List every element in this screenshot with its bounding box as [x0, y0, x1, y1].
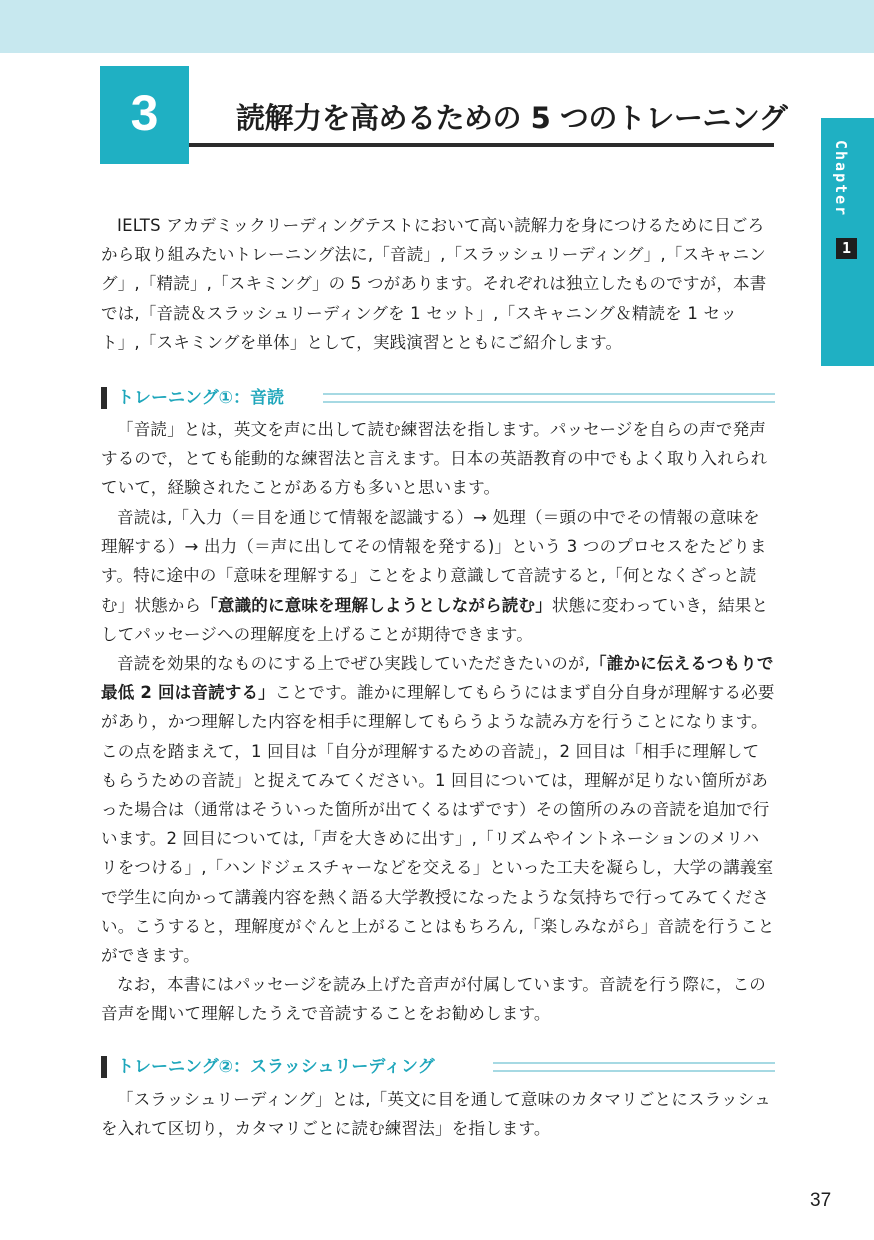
intro-paragraph: IELTS アカデミックリーディングテストにおいて高い読解力を身につけるために日ごろから取り組みたいトレーニング法に,「音読」,「スラッシュリーディング」,「スキャニング」,「精読」,「スキミング」の 5 つがあります。それぞれは独立したものですが，本書では,「音読＆スラッシュリーディングを 1 セット」,「スキャニング＆精読を 1 セット」,「スキミングを単体」として，実践演習とともにご紹介します。 — [101, 216, 767, 352]
chapter-tab-number: 1 — [836, 238, 857, 259]
p3-text-before: 音読を効果的なものにする上でぜひ実践していただきたいのが, — [117, 654, 591, 673]
section-title: 読解力を高めるための 5 つのトレーニング — [236, 101, 788, 135]
chapter-tab — [821, 118, 874, 366]
training2-paragraph-1: 「スラッシュリーディング」とは,「英文に目を通して意味のカタマリごとにスラッシュを入れて区切り，カタマリごとに読む練習法」を指します。 — [101, 1090, 771, 1139]
heading-bar — [101, 387, 107, 409]
heading-double-rule — [493, 1062, 775, 1072]
heading-double-rule — [323, 393, 775, 403]
p2-text-before: 音読は,「入力（＝目を通じて情報を認識する）→ 処理（＝頭の中でその情報の意味を理解する）→ 出力（＝声に出してその情報を発する)」という 3 つのプロセスをたどります。特に途中の「意味を理解する」ことをより意識して音読すると,「何となくざっと読む」状態から — [101, 508, 767, 615]
section-number-box: 3 — [100, 66, 189, 164]
p3-bold-text: 「誰かに伝えるつもりで最低 2 回は音読する」 — [101, 654, 774, 703]
p3-text-after: ことです。誰かに理解してもらうにはまず自分自身が理解する必要があり，かつ理解した内容を相手に理解してもらうような読み方を行うことになります。この点を踏まえて，1 回目は「自分が理解するための音読」，2 回目は「相手に理解してもらうための音読」と捉えてみてください。1 回目については，理解が足りない箇所があった場合は（通常はそういった箇所が出てくるはずです）その箇所のみの音読を追加で行います。2 回目については,「声を大きめに出す」,「リズムやイントネーションのメリハリをつける」,「ハンドジェスチャーなどを交える」といった工夫を凝らし，大学の講義室で学生に向かって講義内容を熱く語る大学教授になったような気持ちで行ってみてください。こうすると，理解度がぐんと上がることはもちろん,「楽しみながら」音読を行うことができます。 — [101, 683, 775, 966]
top-band — [0, 0, 874, 53]
training1-paragraph-3 — [101, 649, 775, 970]
training1-heading — [101, 385, 775, 411]
training2-heading-label: トレーニング②：スラッシュリーディング — [117, 1057, 435, 1077]
heading-bar — [101, 1056, 107, 1078]
title-rule — [189, 143, 774, 147]
chapter-tab-label: Chapter — [832, 140, 850, 218]
training1-paragraph-1: 「音読」とは，英文を声に出して読む練習法を指します。パッセージを自らの声で発声するので，とても能動的な練習法と言えます。日本の英語教育の中でもよく取り入れられていて，経験されたことがある方も多いと思います。 — [101, 420, 768, 498]
page-number: 37 — [810, 1190, 832, 1211]
training1-paragraph-2 — [101, 503, 775, 649]
p2-text-after: 状態に変わっていき，結果としてパッセージへの理解度を上げることが期待できます。 — [101, 595, 769, 644]
training1-paragraph-4: なお，本書にはパッセージを読み上げた音声が付属しています。音読を行う際に，この音声を聞いて理解したうえで音読することをお勧めします。 — [101, 975, 766, 1024]
training2-heading — [101, 1054, 775, 1080]
p2-bold-text: 「意識的に意味を理解しようとしながら読む」 — [201, 595, 552, 615]
training1-heading-label: トレーニング①：音読 — [117, 388, 285, 408]
